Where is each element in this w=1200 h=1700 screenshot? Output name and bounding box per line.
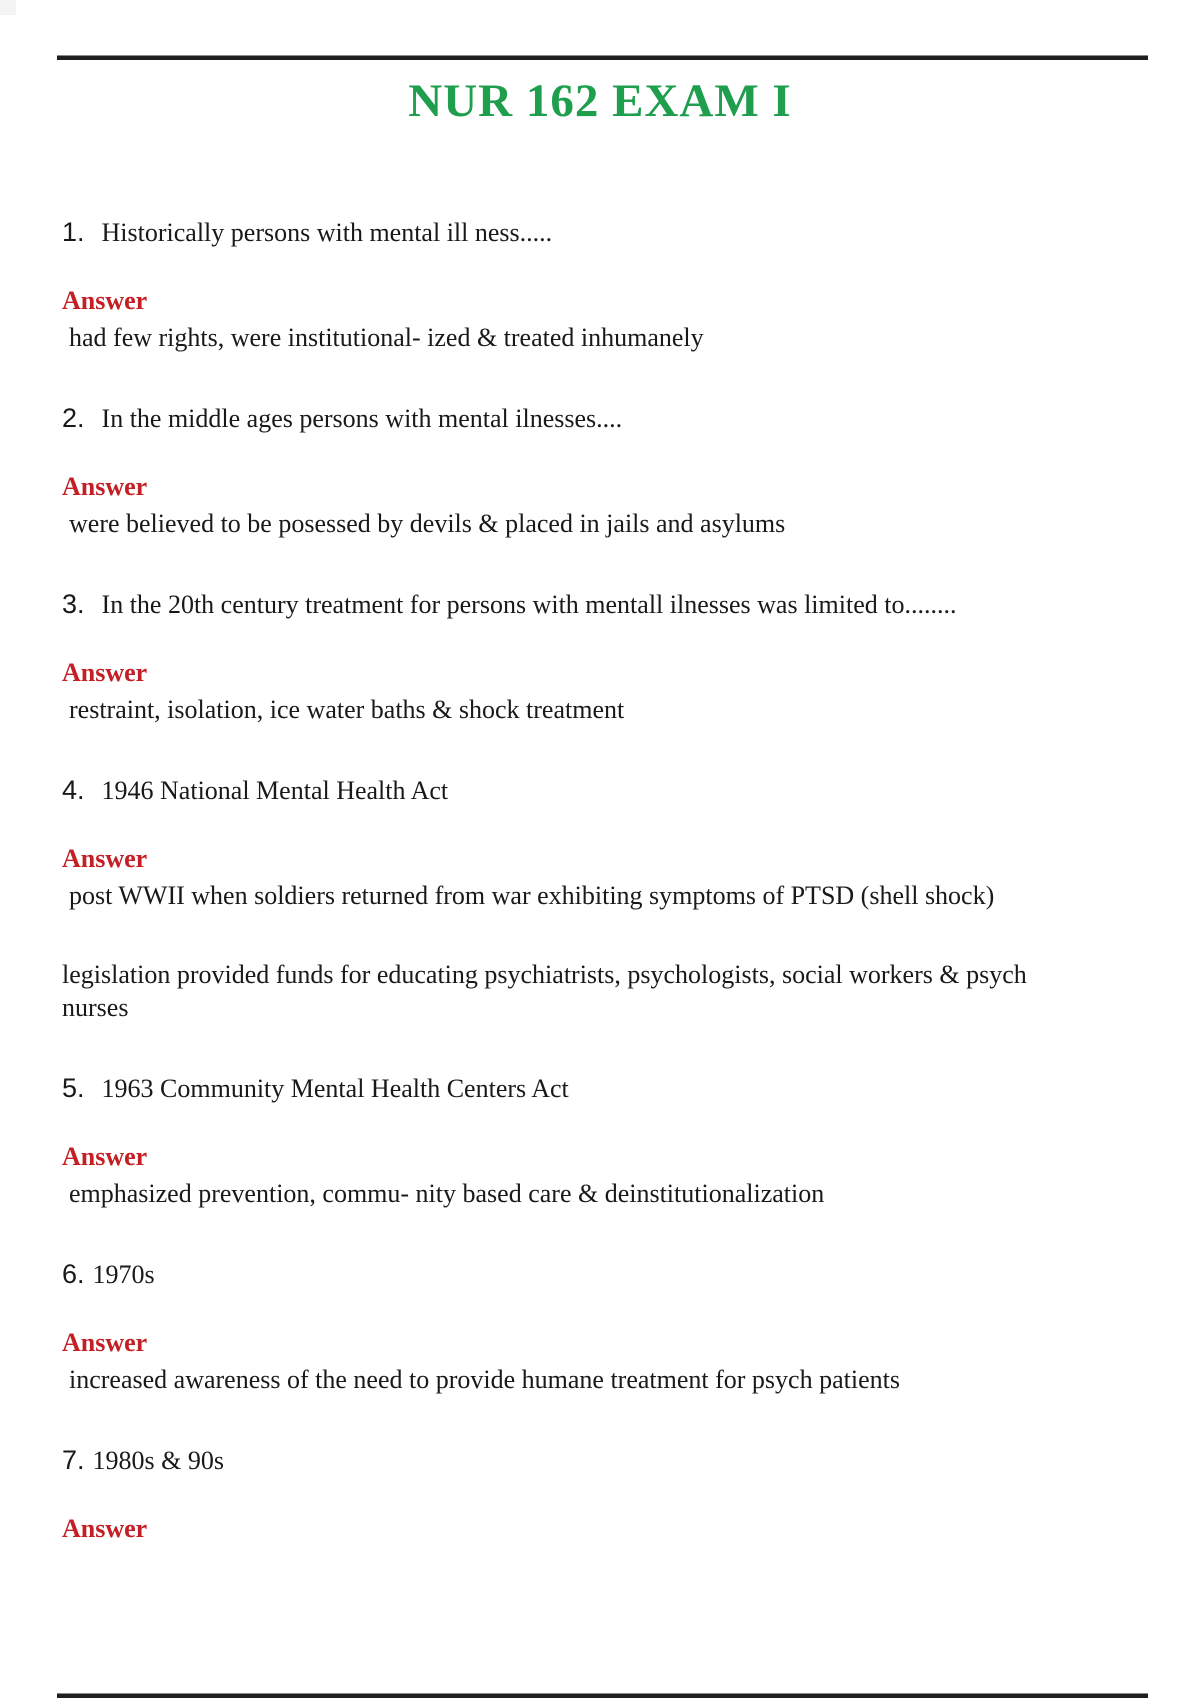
question-number: 6. xyxy=(62,1259,85,1289)
answer-text: had few rights, were institutional- ized & treated inhumanely xyxy=(69,323,704,352)
page-title: NUR 162 EXAM I xyxy=(408,75,792,127)
scan-corner-artifact xyxy=(0,0,16,15)
question-number: 2. xyxy=(62,403,85,433)
answer-label: Answer xyxy=(62,472,148,501)
question-number: 1. xyxy=(62,217,85,247)
answer-text: were believed to be posessed by devils & placed in jails and asylums xyxy=(69,509,786,538)
question-line xyxy=(62,1444,1142,1477)
question-line xyxy=(62,402,1142,435)
top-rule xyxy=(57,56,1148,60)
question-text: 1980s & 90s xyxy=(92,1446,224,1475)
question-line xyxy=(62,774,1142,807)
question-text: 1963 Community Mental Health Centers Act xyxy=(101,1074,569,1103)
question-text: Historically persons with mental ill ness..... xyxy=(101,218,553,247)
answer-text: increased awareness of the need to provide humane treatment for psych patients xyxy=(69,1365,900,1394)
question-text: In the 20th century treatment for persons with mentall ilnesses was limited to........ xyxy=(101,590,957,619)
question-number: 7. xyxy=(62,1445,85,1475)
answer-label: Answer xyxy=(62,1514,148,1543)
answer-text: post WWII when soldiers returned from war exhibiting symptoms of PTSD (shell shock) xyxy=(69,881,995,910)
question-number: 5. xyxy=(62,1073,85,1103)
question-text: In the middle ages persons with mental ilnesses.... xyxy=(101,404,623,433)
question-number: 3. xyxy=(62,589,85,619)
question-text: 1970s xyxy=(92,1260,155,1289)
qa-item-1 xyxy=(62,216,1142,354)
qa-item-7 xyxy=(62,1444,1142,1544)
document-body xyxy=(0,216,1200,1544)
answer-label: Answer xyxy=(62,286,148,315)
question-text: 1946 National Mental Health Act xyxy=(101,776,449,805)
answer-label: Answer xyxy=(62,658,148,687)
question-line xyxy=(62,1072,1142,1105)
question-line xyxy=(62,216,1142,249)
answer-label: Answer xyxy=(62,1328,148,1357)
answer-text-continued: legislation provided funds for educating psychiatrists, psychologists, social workers & psych nurses xyxy=(62,960,1027,1022)
answer-label: Answer xyxy=(62,844,148,873)
qa-item-3 xyxy=(62,588,1142,726)
qa-item-2 xyxy=(62,402,1142,540)
qa-item-5 xyxy=(62,1072,1142,1210)
qa-item-4 xyxy=(62,774,1142,1024)
question-number: 4. xyxy=(62,775,85,805)
qa-item-6 xyxy=(62,1258,1142,1396)
answer-text: emphasized prevention, commu- nity based care & deinstitutionalization xyxy=(69,1179,825,1208)
question-line xyxy=(62,588,1142,621)
bottom-rule xyxy=(57,1694,1148,1698)
answer-label: Answer xyxy=(62,1142,148,1171)
question-line xyxy=(62,1258,1142,1291)
answer-text: restraint, isolation, ice water baths & shock treatment xyxy=(69,695,625,724)
